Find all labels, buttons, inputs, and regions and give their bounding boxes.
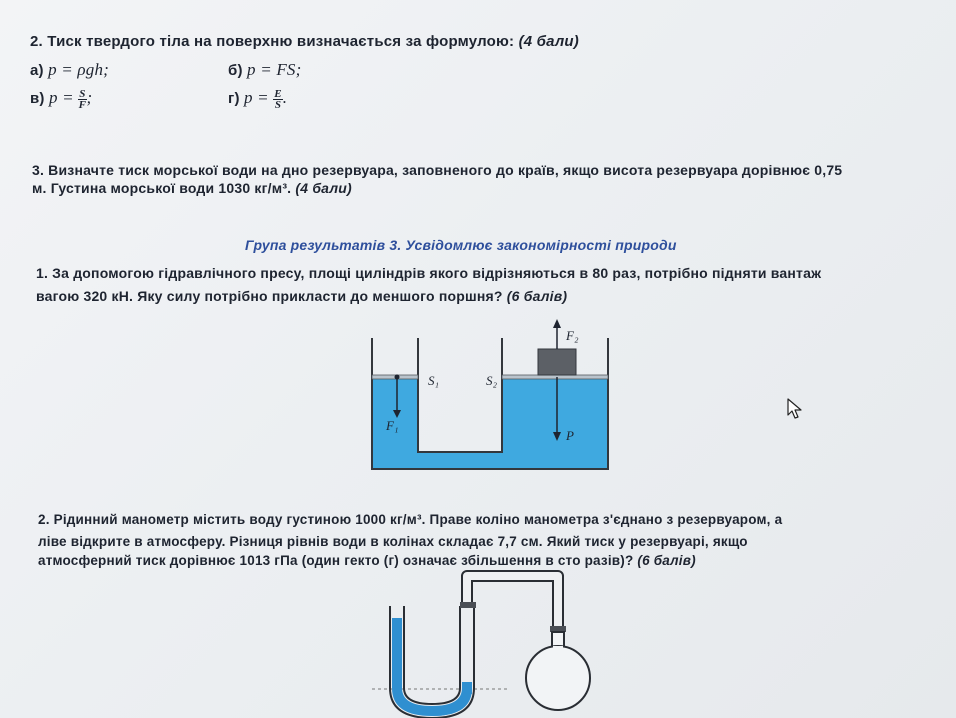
manometer-figure (368, 570, 618, 718)
q2-prompt (30, 33, 579, 50)
q2-points: (4 бали) (518, 33, 579, 50)
hydraulic-press-figure (360, 316, 620, 476)
q2-option-c-numerator: S (79, 87, 86, 100)
task2-line-2: ліве відкрите в атмосферу. Різниця рівнів води в колінах складає 7,7 см. Який тиск у резервуарі, якщо (38, 534, 748, 549)
q3-line-2 (32, 180, 352, 196)
q3-line-2-text: м. Густина морської води 1030 кг/м³. (32, 180, 292, 196)
task2-points: (6 балів) (637, 553, 696, 568)
q2-option-d-lhs: p = (244, 88, 269, 107)
q2-option-d (228, 88, 287, 110)
q2-option-b-formula: p = FS; (247, 60, 302, 79)
q2-option-c-end: ; (86, 88, 93, 107)
task1-line-2 (36, 288, 567, 304)
label-s2: S₂ (486, 373, 498, 388)
task1-line-2-text: вагою 320 кН. Яку силу потрібно прикласти до меншого поршня? (36, 288, 503, 304)
q2-option-a (30, 60, 109, 80)
task2-line-3 (38, 553, 696, 568)
q2-option-c-label: в) (30, 90, 45, 107)
flask-joint (553, 646, 563, 652)
force-f2-arrowhead (553, 319, 561, 328)
large-piston (502, 375, 608, 379)
task2-line-3-text: атмосферний тиск дорівнює 1013 гПа (один гекто (г) означає збільшення в сто разів)? (38, 553, 634, 568)
manometer-water-right (462, 682, 472, 694)
connecting-hose (467, 576, 558, 630)
force-f1-origin (395, 375, 400, 380)
label-f1: F₁ (386, 418, 399, 433)
pointer-cursor-icon (786, 398, 806, 425)
q2-option-c-fraction (78, 89, 86, 110)
label-p: P (566, 428, 574, 443)
q3-points: (4 бали) (295, 180, 352, 196)
press-vessel-inner-wall (418, 338, 502, 452)
q2-option-c-lhs: p = (49, 88, 74, 107)
q2-text: 2. Тиск твердого тіла на поверхню визначається за формулою: (30, 33, 515, 50)
connecting-hose-outline (467, 576, 558, 630)
q2-option-c-denominator: F (78, 98, 87, 111)
pointer-cursor-shape (786, 398, 806, 420)
load-block (538, 349, 576, 375)
hose-clamp-left (460, 602, 476, 608)
q2-option-d-label: г) (228, 90, 240, 107)
q2-option-b (228, 60, 301, 80)
q3-line-1: 3. Визначте тиск морської води на дно резервуара, заповненого до країв, якщо висота резервуара дорівнює 0,75 (32, 162, 843, 178)
q2-option-b-label: б) (228, 62, 243, 79)
q2-option-d-denominator: S (274, 98, 282, 111)
q2-option-d-end: . (282, 88, 288, 107)
q2-option-a-label: а) (30, 62, 44, 79)
task2-line-1: 2. Рідинний манометр містить воду густиною 1000 кг/м³. Праве коліно манометра з'єднано з резервуаром, а (38, 512, 783, 527)
flask-reservoir (526, 646, 590, 710)
q2-option-d-numerator: E (274, 87, 282, 100)
label-f2: F₂ (566, 328, 579, 343)
press-water (372, 378, 608, 469)
q2-option-c (30, 88, 92, 110)
group-3-heading: Група результатів 3. Усвідомлює закономірності природи (245, 237, 677, 253)
task1-line-1: 1. За допомогою гідравлічного пресу, площі циліндрів якого відрізняються в 80 раз, потрібно підняти вантаж (36, 265, 822, 281)
task1-points: (6 балів) (506, 288, 568, 304)
q2-option-d-fraction (273, 89, 283, 110)
q2-option-a-formula: p = ρgh; (48, 60, 110, 79)
label-s1: S₁ (428, 373, 440, 388)
